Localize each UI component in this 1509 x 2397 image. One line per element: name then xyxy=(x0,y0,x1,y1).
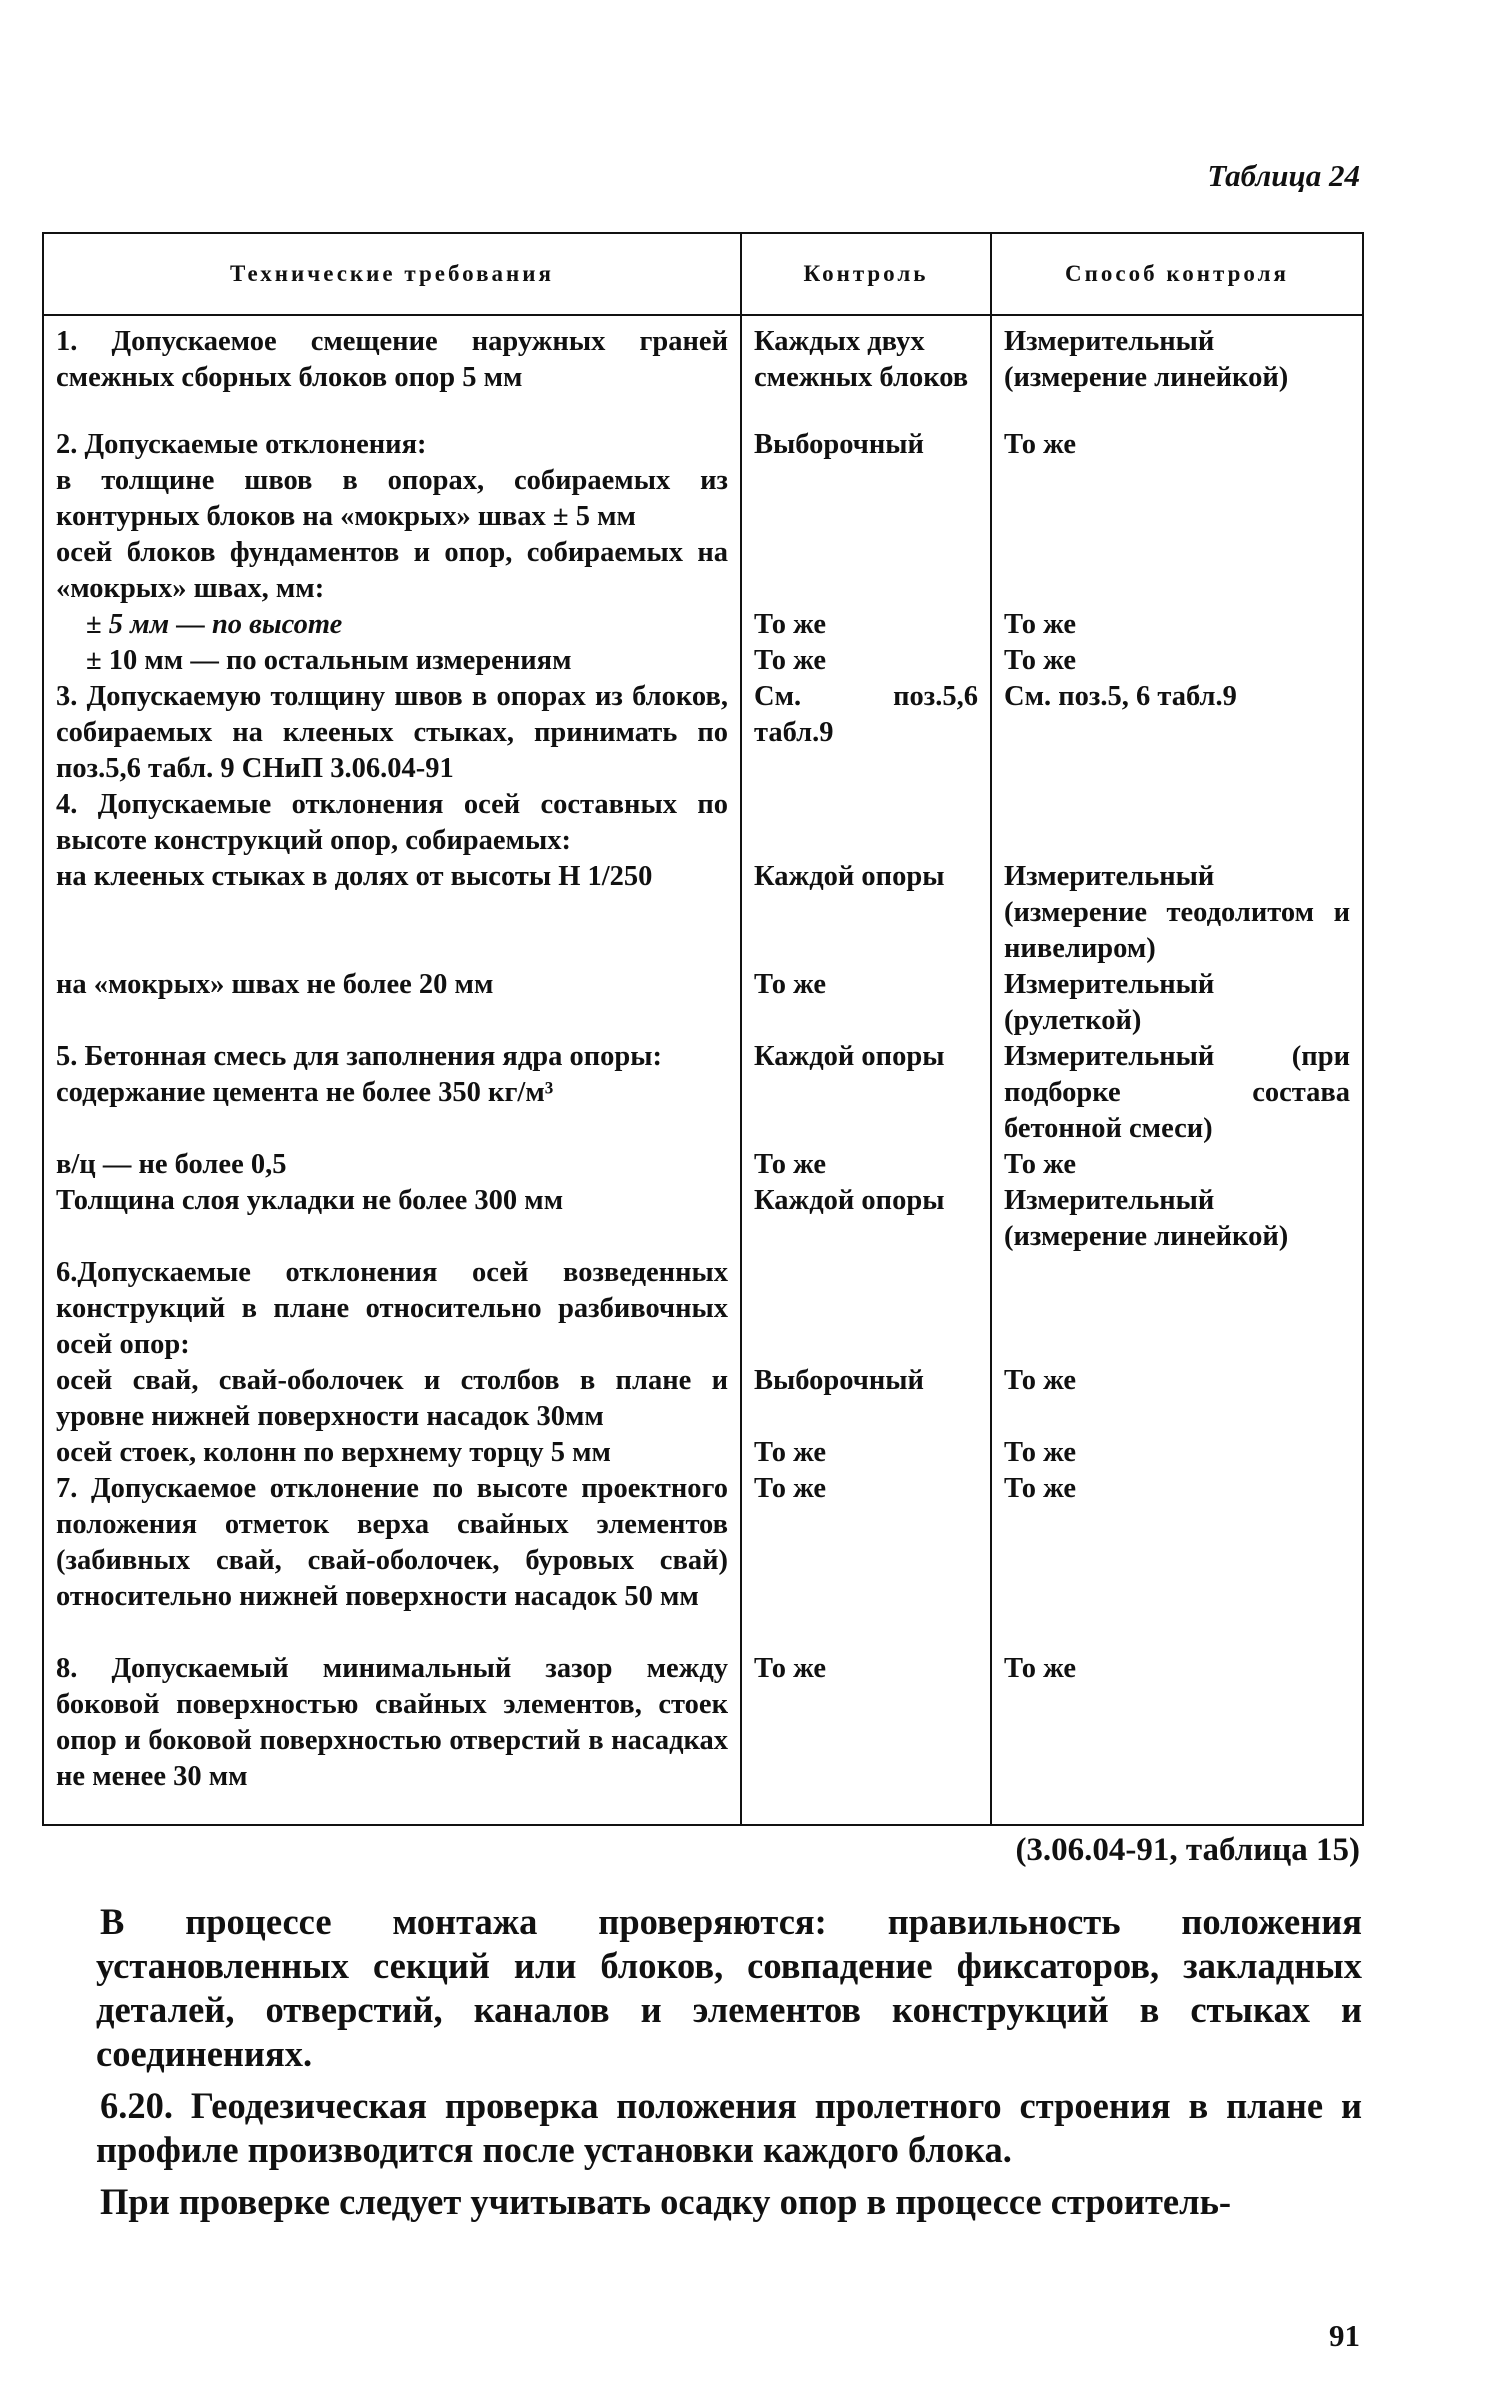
req-cell: 4. Допускаемые отклонения осей составных по высоте конструкций опор, собираемых: xyxy=(56,789,728,856)
method-cell: То же xyxy=(1004,1149,1077,1180)
req-cell: на «мокрых» швах не более 20 мм xyxy=(56,969,494,1000)
table-row xyxy=(43,1363,1363,1435)
control-cell: См. поз.5,6 табл.9 xyxy=(754,681,978,748)
method-cell: То же xyxy=(1004,609,1077,640)
header-method: Способ контроля xyxy=(991,233,1363,315)
control-cell: Каждой опоры xyxy=(754,861,945,892)
req-cell: 5. Бетонная смесь для заполнения ядра опоры: содержание цемента не более 350 кг/м³ xyxy=(56,1041,663,1108)
method-cell: Измерительный (измерение линейкой) xyxy=(1004,1185,1289,1252)
table-row xyxy=(43,427,1363,607)
method-cell: Измерительный (при подборке состава бетонной смеси) xyxy=(1004,1041,1350,1144)
control-cell: То же xyxy=(754,1437,827,1468)
control-cell: Выборочный xyxy=(754,429,924,460)
table-source: (3.06.04-91, таблица 15) xyxy=(1015,1832,1360,1868)
req-cell: 2. Допускаемые отклонения: в толщине швов в опорах, собираемых из контурных блоков на «мокрых» швах ± 5 мм осей блоков фундаментов и опор, собираемых на «мокрых» швах, мм: xyxy=(56,429,728,604)
req-cell: ± 5 мм — по высоте xyxy=(86,609,343,640)
table-row xyxy=(43,967,1363,1039)
req-cell: 3. Допускаемую толщину швов в опорах из блоков, собираемых на клееных стыках, принимать по поз.5,6 табл. 9 СНиП 3.06.04-91 xyxy=(56,681,728,784)
table-row xyxy=(43,1471,1363,1651)
table-header-row xyxy=(43,233,1363,315)
req-cell: на клееных стыках в долях от высоты Н 1/250 xyxy=(56,861,653,892)
method-cell: То же xyxy=(1004,1365,1077,1396)
method-cell: То же xyxy=(1004,1653,1077,1684)
control-cell: То же xyxy=(754,1473,827,1504)
table-row xyxy=(43,1183,1363,1255)
req-cell: 6.Допускаемые отклонения осей возведенных конструкций в плане относительно разбивочных осей опор: xyxy=(56,1257,728,1360)
method-cell: То же xyxy=(1004,1437,1077,1468)
method-cell: То же xyxy=(1004,429,1077,460)
req-cell: Толщина слоя укладки не более 300 мм xyxy=(56,1185,564,1216)
header-control: Контроль xyxy=(741,233,991,315)
control-cell: Выборочный xyxy=(754,1365,924,1396)
method-cell: Измерительный (измерение линейкой) xyxy=(1004,326,1289,393)
table-row xyxy=(43,679,1363,787)
table-row xyxy=(43,1255,1363,1363)
table-row xyxy=(43,1435,1363,1471)
method-cell: См. поз.5, 6 табл.9 xyxy=(1004,681,1237,712)
req-cell: ± 10 мм — по остальным измерениям xyxy=(86,645,572,676)
control-cell: То же xyxy=(754,609,827,640)
paragraph: В процессе монтажа проверяются: правильность положения установленных секций или блоков, совпадение фиксаторов, закладных деталей, отверстий, каналов и элементов конструкций в стыках и соединениях. xyxy=(96,1901,1362,2074)
table-row xyxy=(43,1651,1363,1825)
paragraph: При проверке следует учитывать осадку опор в процессе строитель- xyxy=(100,2181,1232,2222)
control-cell: То же xyxy=(754,1653,827,1684)
method-cell: Измерительный (рулеткой) xyxy=(1004,969,1215,1036)
table-caption: Таблица 24 xyxy=(1207,158,1360,193)
page-number: 91 xyxy=(1329,2318,1360,2353)
table-row xyxy=(43,315,1363,427)
req-cell: осей свай, свай-оболочек и столбов в плане и уровне нижней поверхности насадок 30мм xyxy=(56,1365,728,1432)
req-cell: в/ц — не более 0,5 xyxy=(56,1149,287,1180)
paragraph: 6.20. Геодезическая проверка положения пролетного строения в плане и профиле производится после установки каждого блока. xyxy=(96,2085,1362,2170)
table-row xyxy=(43,1147,1363,1183)
req-cell: 8. Допускаемый минимальный зазор между боковой поверхностью свайных элементов, стоек опор и боковой поверхностью отверстий в насадках не менее 30 мм xyxy=(56,1653,728,1792)
control-cell: То же xyxy=(754,969,827,1000)
table-row xyxy=(43,859,1363,967)
control-cell: То же xyxy=(754,645,827,676)
header-requirements: Технические требования xyxy=(43,233,741,315)
req-cell: 7. Допускаемое отклонение по высоте проектного положения отметок верха свайных элементов (забивных свай, свай-оболочек, буровых свай) относительно нижней поверхности насадок 50 мм xyxy=(56,1473,728,1612)
table-row xyxy=(43,787,1363,859)
control-cell: То же xyxy=(754,1149,827,1180)
table-row xyxy=(43,607,1363,643)
control-cell: Каждых двух смежных блоков xyxy=(754,326,969,393)
method-cell: То же xyxy=(1004,1473,1077,1504)
req-cell: осей стоек, колонн по верхнему торцу 5 мм xyxy=(56,1437,611,1468)
method-cell: То же xyxy=(1004,645,1077,676)
control-cell: Каждой опоры xyxy=(754,1041,945,1072)
table-row xyxy=(43,1039,1363,1147)
control-cell: Каждой опоры xyxy=(754,1185,945,1216)
requirements-table xyxy=(42,232,1364,1826)
body-text xyxy=(96,1900,1362,2232)
method-cell: Измерительный (измерение теодолитом и нивелиром) xyxy=(1004,861,1350,964)
table-row xyxy=(43,643,1363,679)
req-cell: 1. Допускаемое смещение наружных граней смежных сборных блоков опор 5 мм xyxy=(56,326,728,393)
